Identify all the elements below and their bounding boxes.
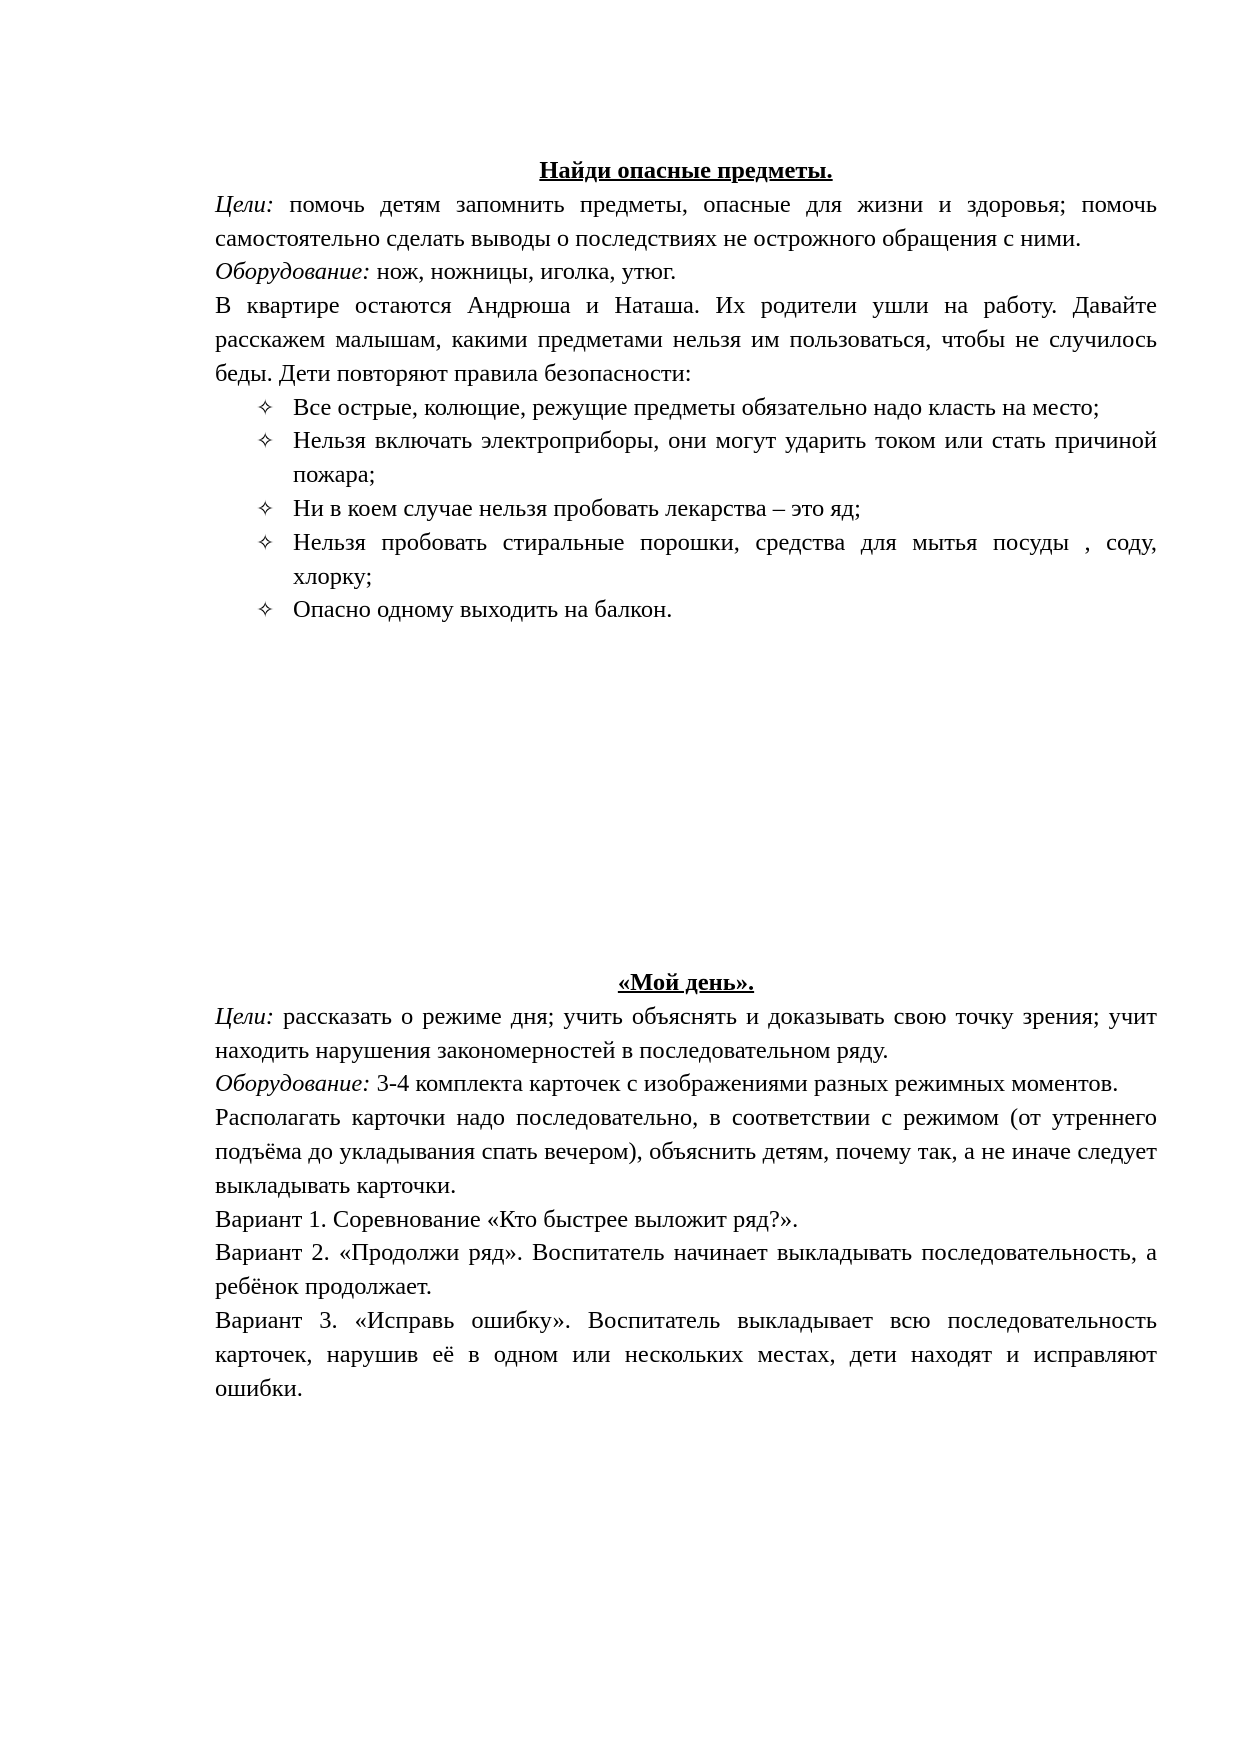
goals-text: помочь детям запомнить предметы, опасные для жизни и здоровья; помочь самостоятельно сделать выводы о последствиях не острожного обращения с ними.	[215, 190, 1157, 252]
list-item-text: Опасно одному выходить на балкон.	[293, 596, 673, 624]
star-bullet-icon: ✧	[256, 529, 275, 555]
star-bullet-icon: ✧	[256, 394, 275, 420]
star-bullet-icon: ✧	[256, 428, 275, 454]
equipment-paragraph	[215, 1067, 1157, 1101]
safety-rules-list	[215, 391, 1157, 628]
equipment-text: нож, ножницы, иголка, утюг.	[370, 258, 677, 286]
list-item-text: Нельзя включать электроприборы, они могут ударить током или стать причиной пожара;	[293, 427, 1157, 489]
section-title: Найди опасные предметы.	[539, 157, 833, 184]
equipment-paragraph	[215, 255, 1157, 289]
list-item-text: Все острые, колющие, режущие предметы обязательно надо класть на место;	[293, 393, 1100, 421]
goals-label: Цели:	[215, 190, 275, 218]
list-item	[256, 424, 1157, 492]
intro-paragraph: В квартире остаются Андрюша и Наташа. Их родители ушли на работу. Давайте расскажем малышам, какими предметами нельзя им пользоваться, чтобы не случилось беды. Дети повторяют правила безопасности:	[215, 292, 1157, 387]
variant-1-paragraph: Вариант 1. Соревнование «Кто быстрее выложит ряд?».	[215, 1205, 799, 1233]
list-item	[256, 593, 1157, 627]
star-bullet-icon: ✧	[256, 495, 275, 521]
list-item-text: Ни в коем случае нельзя пробовать лекарства – это яд;	[293, 494, 861, 522]
goals-paragraph	[215, 1000, 1157, 1068]
list-item	[256, 492, 1157, 526]
equipment-text: 3-4 комплекта карточек с изображениями разных режимных моментов.	[370, 1070, 1119, 1098]
equipment-label: Оборудование:	[215, 258, 371, 286]
variant-3-paragraph: Вариант 3. «Исправь ошибку». Воспитатель выкладывает всю последовательность карточек, нарушив её в одном или нескольких местах, дети находят и исправляют ошибки.	[215, 1306, 1157, 1402]
equipment-label: Оборудование:	[215, 1070, 371, 1098]
section-dangerous-items	[215, 154, 1157, 627]
list-item	[256, 391, 1157, 425]
section-title: «Мой день».	[617, 969, 755, 996]
goals-paragraph	[215, 188, 1157, 256]
list-item-text: Нельзя пробовать стиральные порошки, средства для мытья посуды , соду, хлорку;	[293, 528, 1157, 590]
variant-2-paragraph: Вариант 2. «Продолжи ряд». Воспитатель начинает выкладывать последовательность, а ребёнок продолжает.	[215, 1239, 1157, 1301]
list-item	[256, 526, 1157, 594]
section-my-day	[215, 966, 1157, 1405]
goals-label: Цели:	[215, 1002, 275, 1030]
goals-text: рассказать о режиме дня; учить объяснять и доказывать свою точку зрения; учит находить нарушения закономерностей в последовательном ряду.	[215, 1002, 1157, 1064]
instructions-paragraph: Располагать карточки надо последовательно, в соответствии с режимом (от утреннего подъёма до укладывания спать вечером), объяснить детям, почему так, а не иначе следует выкладывать карточки.	[215, 1104, 1157, 1199]
star-bullet-icon: ✧	[256, 597, 275, 623]
